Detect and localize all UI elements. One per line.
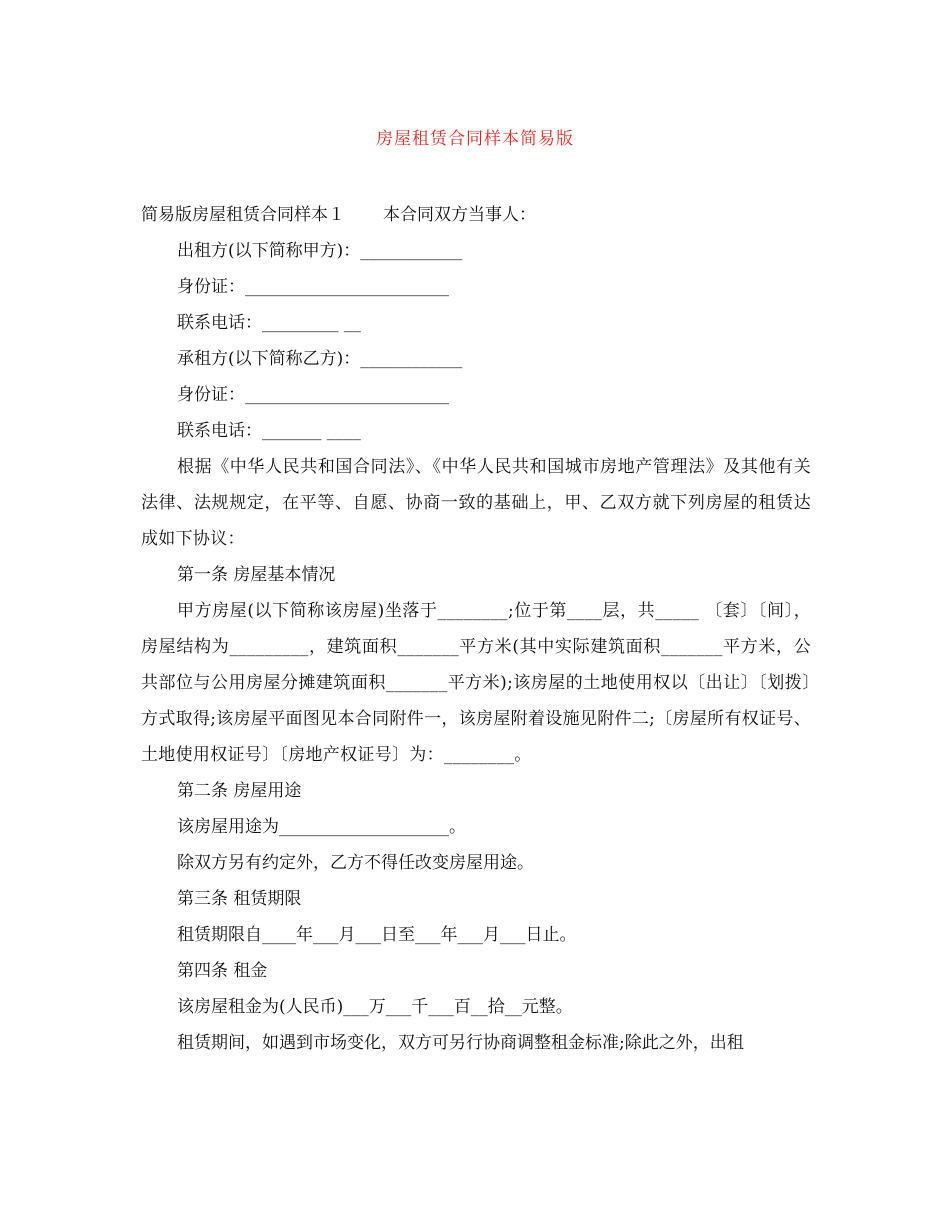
article-2-heading: 第二条 房屋用途 (177, 781, 302, 801)
usage-line: 该房屋用途为____________________。 (177, 817, 466, 837)
article-4-heading: 第四条 租金 (177, 961, 268, 981)
lessee-id-line: 身份证：________________________ (177, 385, 449, 405)
preamble-paragraph: 根据《中华人民共和国合同法》、《中华人民共和国城市房地产管理法》及其他有关法律、法规规定，在平等、自愿、协商一致的基础上，甲、乙双方就下列房屋的租赁达成如下协议： (141, 457, 811, 549)
document-body (141, 197, 811, 1061)
article-3-heading: 第三条 租赁期限 (177, 889, 302, 909)
lessee-line: 承租方(以下简称乙方)：____________ (177, 349, 463, 369)
term-line: 租赁期限自____年___月___日至___年___月___日止。 (177, 925, 577, 945)
lessee-phone-line: 联系电话：_______ ____ (177, 421, 361, 441)
lessor-id-line: 身份证：________________________ (177, 277, 449, 297)
rent-line: 该房屋租金为(人民币)___万___千___百__拾__元整。 (177, 997, 573, 1017)
article-1-heading: 第一条 房屋基本情况 (177, 565, 336, 585)
rent-adjust-line: 租赁期间，如遇到市场变化，双方可另行协商调整租金标准;除此之外，出租 (177, 1033, 744, 1053)
article-1-paragraph: 甲方房屋(以下简称该房屋)坐落于________;位于第____层，共_____ 〔套〕〔间〕，房屋结构为_________，建筑面积_______平方米(其中实际建筑面积_______平方米，公共部位与公用房屋分摊建筑面积_______平方米);该房屋的土地使用权以〔出让〕〔划拨〕方式取得;该房屋平面图见本合同附件一，该房屋附着设施见附件二;〔房屋所有权证号、土地使用权证号〕〔房地产权证号〕为：________。 (141, 601, 811, 765)
parties-label: 本合同双方当事人： (383, 205, 536, 225)
lessor-phone-line: 联系电话：_________ __ (177, 313, 361, 333)
sample-label: 简易版房屋租赁合同样本１ (141, 205, 345, 225)
usage-restriction-line: 除双方另有约定外，乙方不得任改变房屋用途。 (177, 853, 534, 873)
lessor-line: 出租方(以下简称甲方)：____________ (177, 241, 463, 261)
document-title: 房屋租赁合同样本简易版 (376, 129, 574, 149)
intro-line (141, 197, 811, 233)
